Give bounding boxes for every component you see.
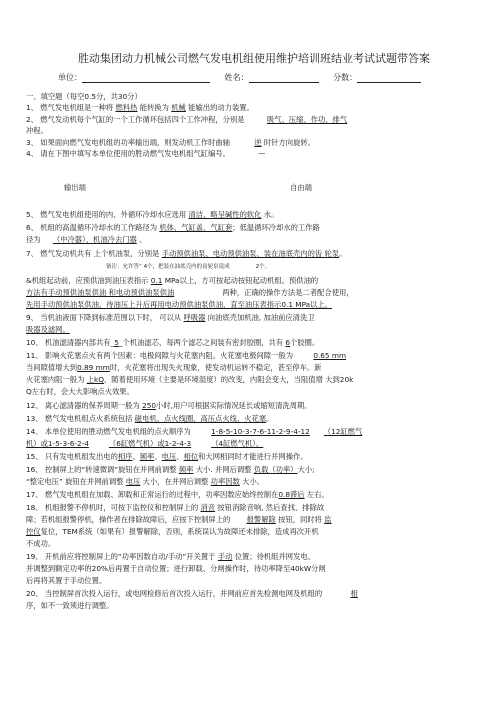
question-19: 19、 开机前应将控制屏上的“功率因数自动/手动”开关置于 手动 位置；待机组并网发电、	[26, 552, 315, 561]
question-2: 2、 燃气发动机每个气缸的一个工作循环包括四个工作冲程，分别是 吸气、压缩、作功、排气	[26, 115, 348, 124]
score-blank	[357, 73, 421, 83]
question-6-cont: 径为 （中冷器）、机油冷去门器 。	[26, 235, 147, 244]
question-3: 3、 如果面向燃气发电机组的功率输出端，则发动机工作时曲轴 逆 时针方向旋转。	[26, 138, 315, 147]
question-6: 6、 机组的高温循环冷却水的工作路径为 机体、气缸盖、气缸套；低温循环冷却水的工作路	[26, 223, 320, 232]
answer: 机体、气缸盖、气缸套	[159, 223, 233, 232]
answer: 0.89 mm	[77, 363, 110, 372]
question-11-line-2: 当间隙值增大到0.89 mm时，火花塞将出现失火现象，使发动机运转不稳定，甚至停车。新	[26, 363, 322, 372]
document-title: 胜动集团动力机械公司燃气发电机组使用维护培训班结业考试试题带答案	[78, 52, 430, 65]
question-5: 5、 燃气发电机组使用的内、外循环冷却水应选用 清洁、略呈碱性的软化 水。	[26, 210, 279, 219]
question-7: 7、 燃气发动机共有 上个机油泵，分别是 手动预供油泵、电动预供油泵、装在油底壳内的齿 轮泵。	[26, 249, 347, 258]
answer: 上kQ	[86, 375, 104, 384]
section-heading: 一、填空题（每空0.5分，共30分）	[26, 92, 142, 101]
question-18: 18、 机组报警不停机时，可按下监控仪和控制屏上的 消音 按钮消除音响, 然后查找、排除故	[26, 503, 325, 512]
answer: 和电动预供油泵供油	[108, 288, 175, 297]
question-16: 16、 控制屏上的“转速微调”旋钮在并网前调整 频率 大小. 并网后调整 负载（功率）大小;	[26, 465, 315, 474]
question-14-cont: 机）或1-5-3-6-2-4 （6缸燃气机）或1-2-4-3 （4缸燃气机）。	[26, 439, 264, 448]
question-8-line-3: 先用手动预供油泵供油，待油压上升后再用电动预供油泵供油，直至油压表指示0.1 MPa以上。	[26, 300, 333, 309]
question-20: 20、 当控制屏首次投入运行，或电网检修后首次投入运行，并网前应首先检测电网及机组的 相	[26, 589, 358, 598]
unit-label: 单位：	[58, 73, 82, 82]
question-18-line-4: 不成功。	[26, 539, 56, 548]
question-14: 14、 本单位使用的胜动燃气发电机组的点火顺序为 1-8-5-10-3-7-6-11-2-9-4-12 （12缸燃气	[26, 427, 363, 436]
question-8-line-2: 方法有手动预供油泵供油 和电动预供油泵供油 两种，正确的操作方法是二者配合使用，	[26, 288, 354, 297]
answer: 方法有手动预供油泵供油	[26, 288, 109, 297]
question-20-cont: 序，如不一致须进行调整。	[26, 601, 114, 610]
question-11-line-4: Q左右时，会大大影响点火效果。	[26, 387, 134, 396]
unit-blank	[82, 73, 210, 83]
answer: 吸气、压缩、作功、排气	[266, 115, 348, 124]
diagram-output-end-label: 输出端	[64, 183, 86, 192]
question-16-cont: “整定电压” 旋钮在并网前调整 电压 大小，在并网后调整 功率因数 大小。	[26, 477, 265, 486]
note: 备注：允许答“ 4个，把装在油底壳内的齿轮泵说成 2个。	[106, 264, 271, 270]
answer: 0.1	[150, 276, 163, 285]
exam-header-fields	[58, 72, 421, 83]
question-11: 11、 影响火花塞点火有两个因素：电极间隙与火花塞内阻。火花塞电极间隙一般为 0.65 mm	[26, 351, 347, 360]
question-10: 10、 机油滤清器内部共有_5_个机油滤芯，每两个滤芯之间装有密封胶圈，共有 6个胶圈。	[26, 338, 320, 347]
answer: 磁电机、点火线圈、高压点火线、火花塞	[134, 414, 267, 423]
answer: （中冷器）、机油冷去门器	[52, 235, 137, 244]
question-15: 15、 只有发电机组发出电的相序、频率、电压、相位和大网相同时才能进行并网操作。	[26, 452, 308, 461]
answer: 手动预供油泵、电动预供油泵、装在油底壳内的齿 轮泵	[161, 249, 340, 258]
name-label: 姓名：	[224, 73, 249, 82]
answer: 呼吸器	[183, 313, 206, 322]
score-label: 分数：	[333, 73, 358, 82]
answer: 1-8-5-10-3-7-6-11-2-9-4-12	[211, 427, 310, 436]
answer: 燃料热	[115, 103, 138, 112]
name-blank	[249, 73, 319, 83]
answer: 0.65 mm	[313, 351, 347, 360]
answer: 清洁、略呈碱性的软化	[188, 210, 262, 219]
answer: 5	[114, 338, 119, 347]
question-12: 12、 离心滤清器的保养周期一般为 250小时,用户可根据实际情况延长或缩短清洗周期。	[26, 401, 312, 410]
question-9-cont: 吸器及滤网。	[26, 325, 70, 334]
diagram-free-end-label: 自由端	[290, 183, 312, 192]
question-18-line-3: 控仪复位，TEM系统（如果有）报警解除，否则，系统误认为故障还未排除，造成再次开机	[26, 527, 319, 536]
question-4: 4、 请在下图中填写本单位使用的胜动燃气发电机组气缸编号。 —	[26, 149, 266, 158]
answer: 机械	[171, 103, 186, 112]
question-13: 13、 燃气发电机组点火系统包括 磁电机、点火线圈、高压点火线、火花塞。	[26, 414, 274, 423]
question-17: 17、 燃气发电机组在加载、卸载和正常运行的过程中，功率因数应始终控制在0.8滞后 左右。	[26, 490, 329, 499]
question-9: 9、 当机油液面下降到标准范围以下时， 可以从 呼吸器 向油底壳加机油, 加油前应清洗卫	[26, 313, 315, 322]
question-11-line-3: 火花塞内阻一般为 上kQ，随着使用环境（主要是环境湿度）的改变，内阻会变大，当阻值增 大到20k	[26, 375, 354, 384]
question-8: &机组起动前，应预供油到油压表指示 0.1 MPa以上，方可按起动按钮起动机组。预供油的	[26, 276, 319, 285]
question-18-line-2: 障；若机组报警停机，操作者在排除故障后，应按下控制屏上的 报警解除 按钮，同时将 监	[26, 515, 332, 524]
question-2-cont: 冲程。	[26, 126, 48, 135]
question-1: 1、 燃气发电机组是一种将 燃料热 能转换为 机械 能输出的动力装置。	[26, 103, 254, 112]
question-19-line-2: 并调整到额定功率的20%后再置于自动位置；进行卸载、分闸操作时，待功率降至40kW分闸	[26, 564, 326, 573]
question-19-line-3: 后再将其置于手动位置。	[26, 576, 107, 585]
answer: 6	[285, 338, 291, 347]
answer: 逆	[254, 138, 262, 147]
answer: 250	[142, 401, 157, 410]
